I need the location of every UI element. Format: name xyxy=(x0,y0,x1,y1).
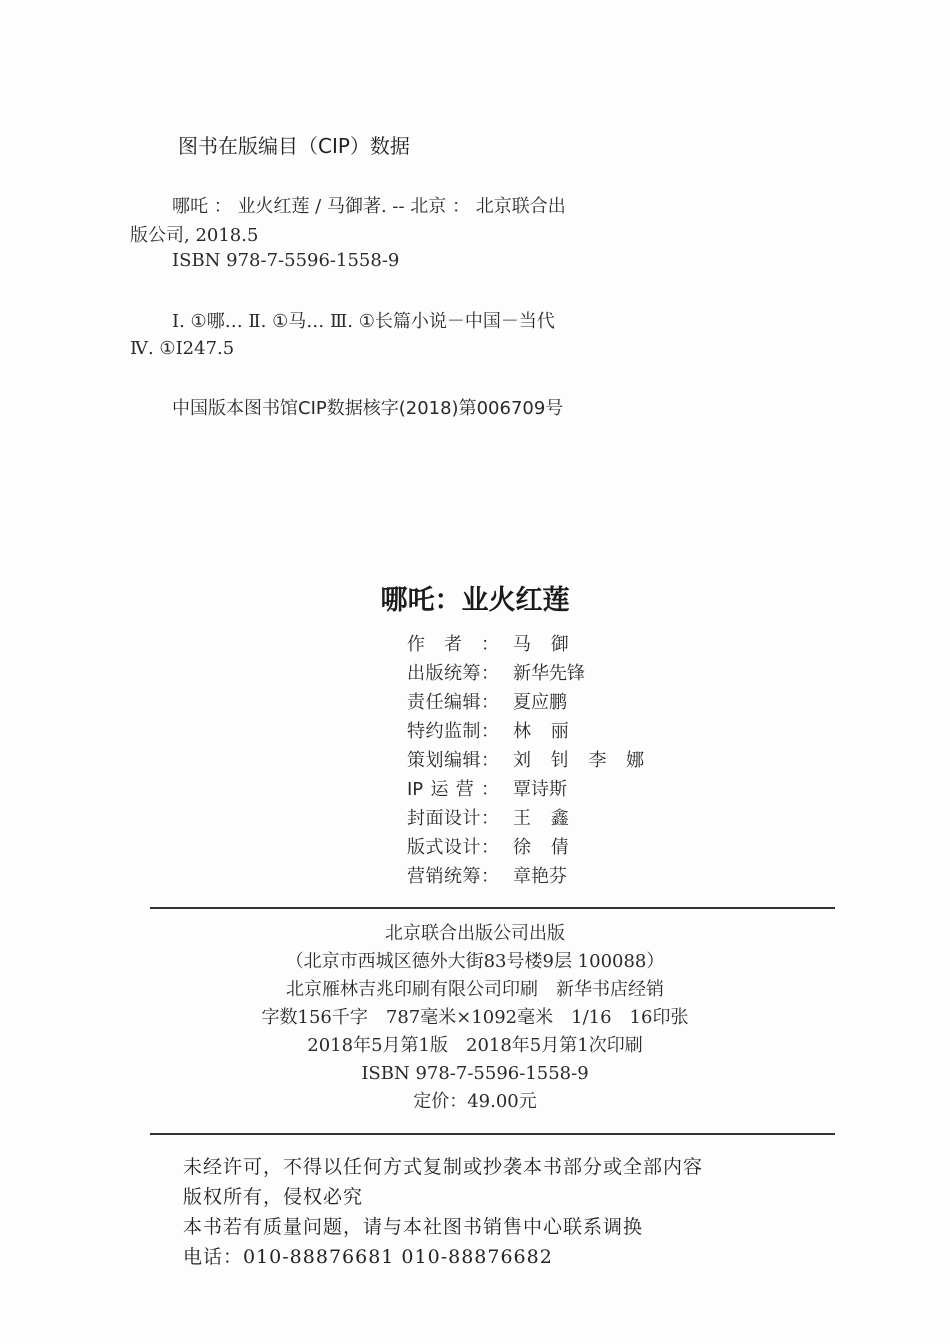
credit-row xyxy=(407,630,644,659)
credit-names: 林 丽 xyxy=(513,721,569,742)
credit-role: 特约监制： xyxy=(407,721,499,742)
credits-list xyxy=(407,630,644,891)
notice-phone: 电话：010-88876681 010-88876682 xyxy=(183,1246,553,1268)
credit-row xyxy=(407,804,644,833)
credit-row xyxy=(407,746,644,775)
price-line: 定价：49.00元 xyxy=(413,1091,537,1112)
credit-role: 作者： xyxy=(407,634,499,655)
cip-classification-line-2: Ⅳ. ①I247.5 xyxy=(130,338,235,359)
credit-row xyxy=(407,717,644,746)
credit-role: 策划编辑： xyxy=(407,750,499,771)
credit-names: 覃诗斯 xyxy=(513,779,567,800)
cip-record-line-1: 哪吒 ： 业火红莲 / 马御著. -- 北京 ： 北京联合出 xyxy=(172,196,566,217)
credit-role: 出版统筹： xyxy=(407,663,499,684)
credit-role: 营销统筹： xyxy=(407,866,499,887)
cip-classification-line-1: Ⅰ. ①哪… Ⅱ. ①马… Ⅲ. ①长篇小说－中国－当代 xyxy=(172,311,555,332)
credit-role: 版式设计： xyxy=(407,837,499,858)
printer-line: 北京雁林吉兆印刷有限公司印刷 新华书店经销 xyxy=(286,979,664,1000)
isbn-line: ISBN 978-7-5596-1558-9 xyxy=(361,1063,589,1084)
cip-verification-number: 中国版本图书馆CIP数据核字(2018)第006709号 xyxy=(172,398,564,419)
top-divider xyxy=(150,907,835,909)
credit-names: 王 鑫 xyxy=(513,808,569,829)
notice-line-3: 本书若有质量问题，请与本社图书销售中心联系调换 xyxy=(183,1216,644,1238)
credit-row xyxy=(407,833,644,862)
credit-names: 徐 倩 xyxy=(513,837,569,858)
publisher-address: （北京市西城区德外大街83号楼9层 100088） xyxy=(285,951,665,972)
credit-role: 封面设计： xyxy=(407,808,499,829)
bottom-divider xyxy=(150,1133,835,1135)
credit-names: 马 御 xyxy=(513,634,569,655)
credit-role: 责任编辑： xyxy=(407,692,499,713)
credit-row xyxy=(407,688,644,717)
book-specs: 字数156千字 787毫米×1092毫米 1/16 16印张 xyxy=(261,1007,689,1028)
credit-row xyxy=(407,659,644,688)
cip-heading: 图书在版编目（CIP）数据 xyxy=(178,134,410,158)
notice-line-2: 版权所有，侵权必究 xyxy=(183,1186,364,1208)
credit-role: IP运营： xyxy=(407,779,499,800)
publication-info xyxy=(0,920,950,1116)
copyright-notice xyxy=(183,1152,703,1272)
credit-names: 夏应鹏 xyxy=(513,692,567,713)
credit-row xyxy=(407,775,644,804)
book-title: 哪吒：业火红莲 xyxy=(380,585,570,616)
credit-names: 新华先锋 xyxy=(513,663,585,684)
cip-record-line-2: 版公司, 2018.5 xyxy=(130,225,259,246)
publisher-line: 北京联合出版公司出版 xyxy=(385,923,565,944)
cip-isbn: ISBN 978-7-5596-1558-9 xyxy=(172,250,400,271)
credit-row xyxy=(407,862,644,891)
notice-line-1: 未经许可，不得以任何方式复制或抄袭本书部分或全部内容 xyxy=(183,1156,704,1178)
credit-names: 刘 钊 李 娜 xyxy=(513,750,645,771)
credit-names: 章艳芬 xyxy=(513,866,567,887)
edition-line: 2018年5月第1版 2018年5月第1次印刷 xyxy=(307,1035,643,1056)
